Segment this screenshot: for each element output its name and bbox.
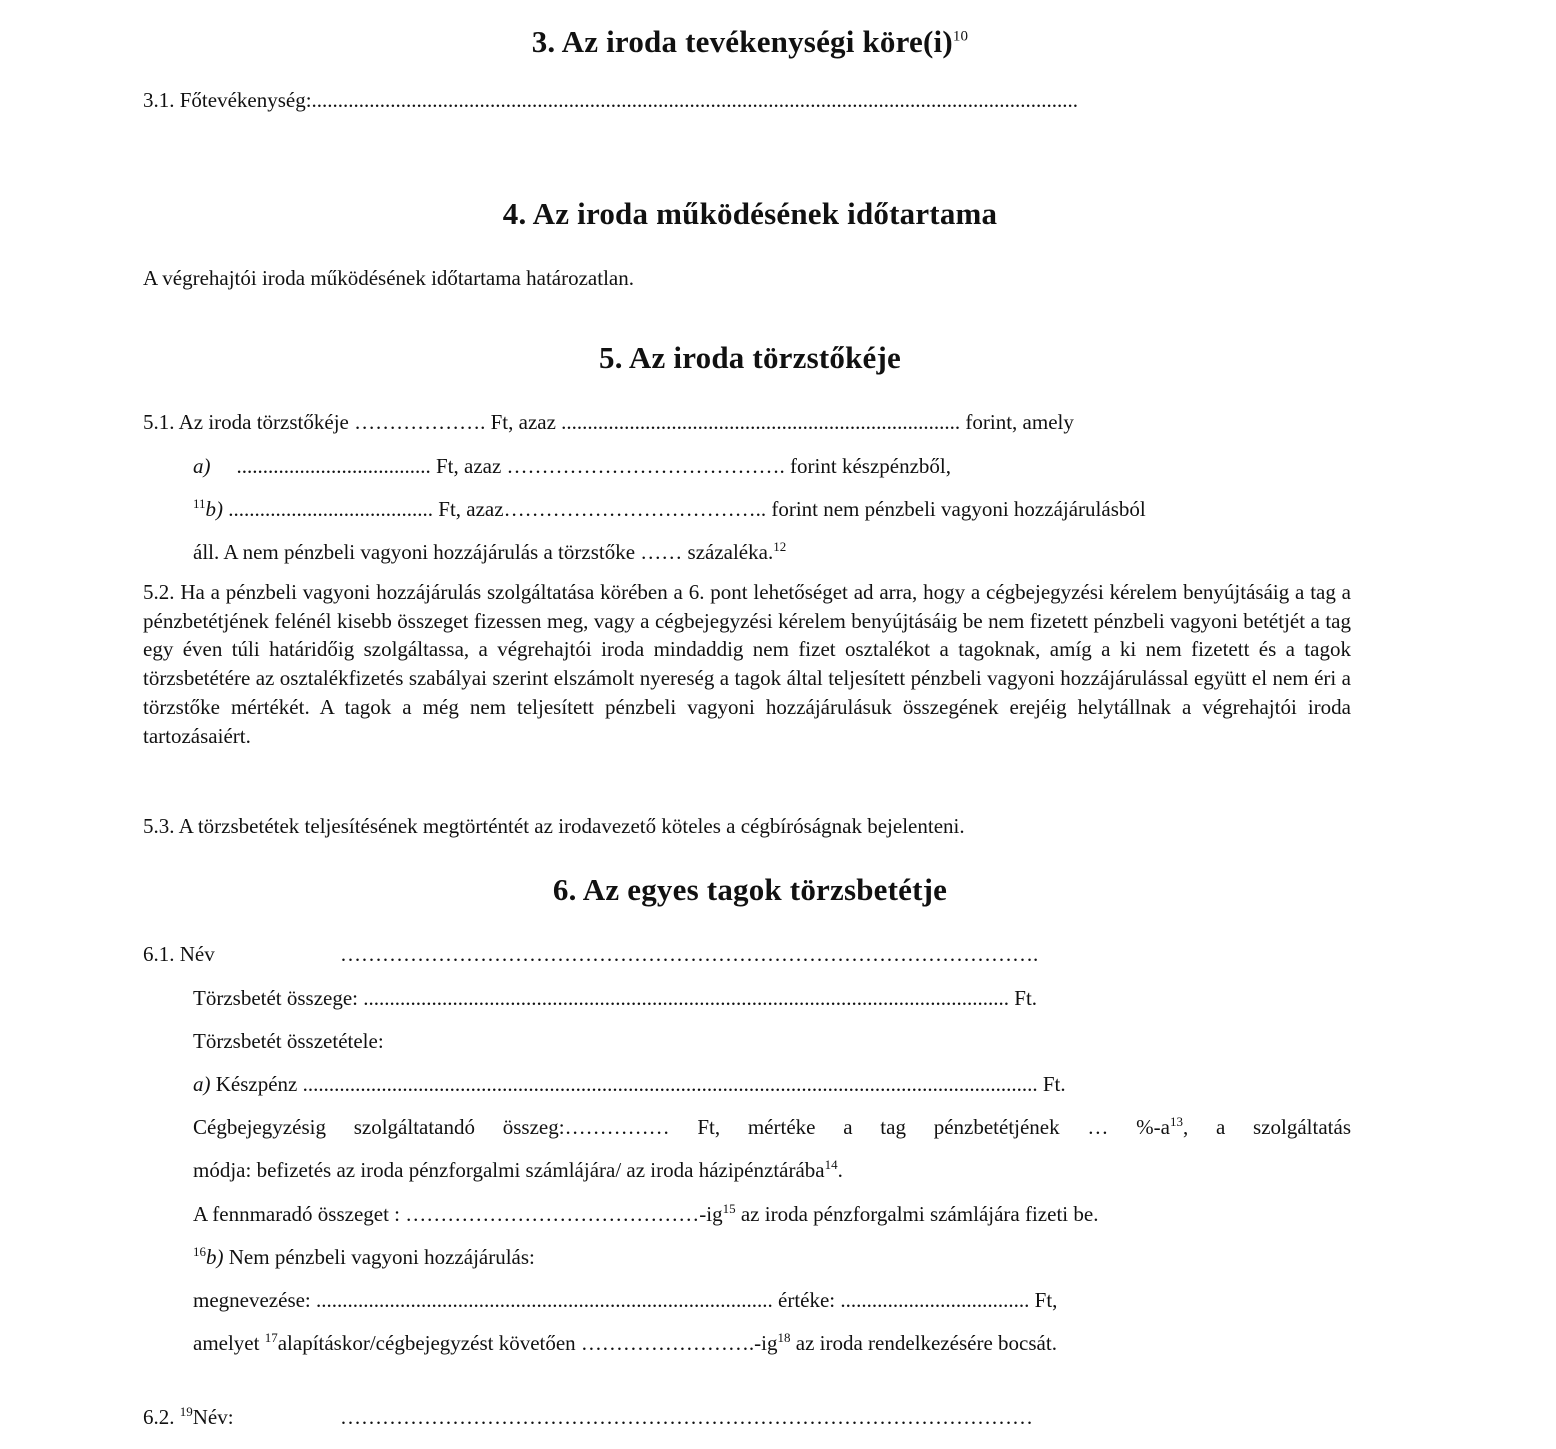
section-5-heading: 5. Az iroda törzstőkéje [599, 340, 901, 375]
paragraph-5-3: 5.3. A törzsbetétek teljesítésének megtörténtét az irodavezető köteles a cégbíróságnak bejelenteni. [143, 814, 965, 838]
section-4-text: A végrehajtói iroda működésének időtartama határozatlan. [143, 266, 634, 290]
section-3-heading: 3. Az iroda tevékenységi $köre(i)^{10}$ [531, 24, 969, 59]
section-6-heading: 6. Az egyes tagok törzsbetétje [552, 872, 948, 907]
line-5-1-share-capital: 5.1. Az iroda törzstőkéje ………………. Ft, azaz ............................................................................ forint, amely [143, 410, 1074, 434]
line-5-1-b-in-kind: $^{11}$b) ....................................... Ft, azaz……………………………….. forint nem pénzbeli vagyoni hozzájárulásból [193, 496, 1146, 521]
line-payment-method: módja: befizetés az iroda pénzforgalmi számlájára/ az iroda házipénztárába$^{14}$. [193, 1157, 843, 1182]
line-in-kind-name-value: megnevezése: ....................................................................................... értéke: .................................... Ft, [193, 1288, 1058, 1312]
line-5-1-a-cash: a) ..................................... Ft, azaz …………………………………. forint készpénzből, [193, 454, 951, 478]
line-6-1-name-field: ………………………………………………………………………………………. [340, 942, 1039, 966]
section-4-heading: 4. Az iroda működésének időtartama [502, 196, 998, 231]
line-6-1-name-label: 6.1. Név [143, 942, 215, 966]
line-contribution-composition: Törzsbetét összetétele: [193, 1029, 384, 1053]
line-remaining-amount: A fennmaradó összeget : $\dots\dots\dots\dots\dots\dots\dots\dots\dots\dots\dots\dots\dots\dots-ig^{15}$ az iroda pénzforgalmi számlájára fizeti be. [193, 1201, 1099, 1226]
line-registration-amount: Cégbejegyzésig szolgáltatandó összeg:…………… Ft, mértéke a tag pénzbetétjének … $\%-a^{13}$, a szolgáltatás [193, 1114, 1351, 1139]
line-6-2-name-field: ……………………………………………………………………………………… [340, 1405, 1033, 1429]
line-6-2-name-label: 6.2. $^{19}$Név: [143, 1404, 234, 1429]
line-5-1-percentage: áll. A nem pénzbeli vagyoni hozzájárulás a törzstőke …… százaléka.$^{12}$ [193, 539, 787, 564]
paragraph-5-2: 5.2. Ha a pénzbeli vagyoni hozzájárulás szolgáltatása körében a 6. pont lehetőséget ad arra, hogy a cégbejegyzési kérelem benyújtásáig a tag a pénzbetétjének felénél kisebb összeget fizessen meg, vagy a cégbejegyzési kérelem benyújtásáig be nem fizetett pénzbeli vagyoni betétjét a tag egy éven túli határidőig szolgáltassa, a végrehajtói iroda mindaddig nem fizet osztalékot a tagoknak, amíg a ki nem fizetett és a tagok törzsbetétére az osztalékfizetés szabályai szerint elszámolt nyereség a tagok által teljesített pénzbeli vagyoni hozzájárulással együtt el nem éri a törzstőke mértékét. A tagok a még nem teljesített pénzbeli vagyoni hozzájárulásuk összegének erejéig helytállnak a végrehajtói iroda tartozásaiért. [143, 580, 1351, 748]
line-3-1-main-activity: 3.1. Főtevékenység:.................................................................................................................................................. [143, 88, 1079, 112]
line-a-cash: a) Készpénz ............................................................................................................................................ Ft. [193, 1072, 1066, 1096]
line-in-kind-provision: amelyet $^{17}$alapításkor/cégbejegyzést követően $\dots\dots\dots\dots\dots\dots\dots\dots.-ig^{18}$ az iroda rendelkezésére bocsát. [193, 1330, 1057, 1355]
line-b-in-kind: $^{16}$b) Nem pénzbeli vagyoni hozzájárulás: [193, 1244, 535, 1269]
line-contribution-amount: Törzsbetét összege: ........................................................................................................................... Ft. [193, 986, 1038, 1010]
